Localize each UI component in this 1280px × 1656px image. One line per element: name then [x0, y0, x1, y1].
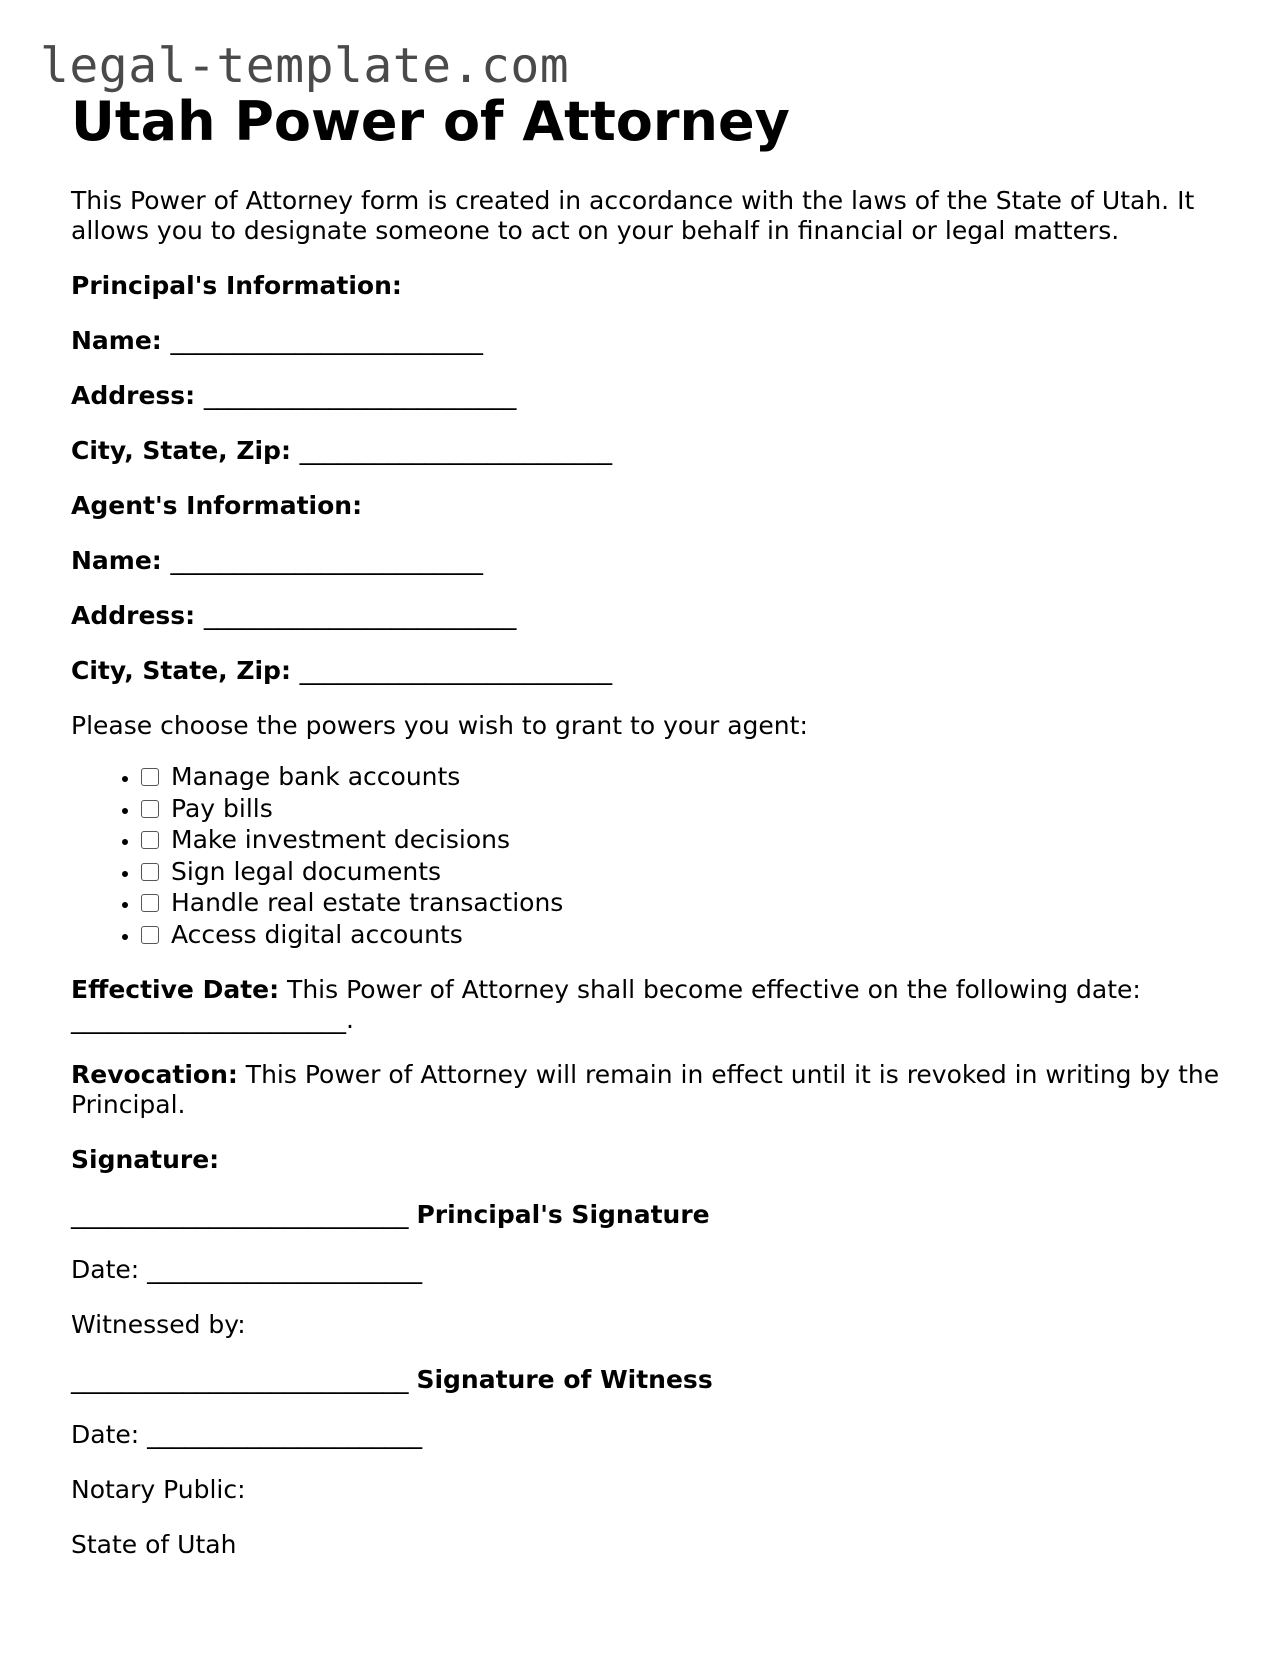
revocation-label: Revocation: [71, 1060, 238, 1089]
principal-city-label: City, State, Zip: [71, 436, 291, 465]
principal-address-field [71, 381, 1221, 411]
document-page [71, 88, 1221, 1560]
list-item [141, 793, 1221, 825]
principal-name-blank[interactable]: _________________________ [170, 326, 484, 355]
agent-city-label: City, State, Zip: [71, 656, 291, 685]
effective-date-blank[interactable]: ______________________. [71, 1005, 354, 1034]
revocation-paragraph [71, 1060, 1221, 1120]
list-item [141, 919, 1221, 951]
principal-name-label: Name: [71, 326, 162, 355]
principal-heading: Principal's Information: [71, 271, 402, 300]
agent-heading: Agent's Information: [71, 491, 363, 520]
agent-name-blank[interactable]: _________________________ [170, 546, 484, 575]
principal-signature-line [71, 1200, 1221, 1230]
agent-address-label: Address: [71, 601, 196, 630]
witness-signature-line [71, 1365, 1221, 1395]
powers-list [71, 761, 1221, 950]
principal-date-line [71, 1255, 1221, 1285]
principal-address-blank[interactable]: _________________________ [203, 381, 517, 410]
signature-heading: Signature: [71, 1145, 220, 1174]
witness-date-label: Date: [71, 1420, 140, 1449]
principal-signature-blank[interactable]: ___________________________ [71, 1200, 409, 1229]
effective-date-label: Effective Date: [71, 975, 280, 1004]
agent-city-field [71, 656, 1221, 686]
power-checkbox[interactable] [141, 894, 159, 912]
notary-state: State of Utah [71, 1530, 237, 1559]
principal-name-field [71, 326, 1221, 356]
power-checkbox[interactable] [141, 768, 159, 786]
list-item [141, 887, 1221, 919]
witness-date-blank[interactable]: ______________________ [147, 1420, 423, 1449]
witness-signature-blank[interactable]: ___________________________ [71, 1365, 409, 1394]
power-label: Pay bills [171, 793, 273, 823]
witness-signature-label: Signature of Witness [416, 1365, 713, 1394]
power-checkbox[interactable] [141, 831, 159, 849]
agent-name-field [71, 546, 1221, 576]
list-item [141, 761, 1221, 793]
agent-city-blank[interactable]: _________________________ [299, 656, 613, 685]
notary-public: Notary Public: [71, 1475, 246, 1504]
power-label: Handle real estate transactions [171, 888, 564, 917]
power-checkbox[interactable] [141, 926, 159, 944]
power-checkbox[interactable] [141, 863, 159, 881]
principal-signature-label: Principal's Signature [416, 1200, 710, 1229]
powers-prompt: Please choose the powers you wish to grant to your agent: [71, 711, 808, 740]
site-watermark: legal-template.com [40, 38, 570, 94]
list-item [141, 824, 1221, 856]
effective-date-paragraph [71, 975, 1221, 1035]
power-label: Make investment decisions [171, 825, 511, 854]
principal-date-label: Date: [71, 1255, 140, 1284]
principal-city-field [71, 436, 1221, 466]
page-title: Utah Power of Attorney [71, 90, 790, 153]
witnessed-by: Witnessed by: [71, 1310, 246, 1339]
agent-address-field [71, 601, 1221, 631]
witness-date-line [71, 1420, 1221, 1450]
principal-address-label: Address: [71, 381, 196, 410]
principal-city-blank[interactable]: _________________________ [299, 436, 613, 465]
power-label: Sign legal documents [171, 856, 442, 886]
intro-paragraph: This Power of Attorney form is created in accordance with the laws of the State of Utah. It allows you to designate someone to act on your behalf in financial or legal matters. [71, 186, 1195, 245]
power-checkbox[interactable] [141, 800, 159, 818]
agent-name-label: Name: [71, 546, 162, 575]
list-item [141, 856, 1221, 888]
power-label: Access digital accounts [171, 919, 463, 949]
effective-date-text: This Power of Attorney shall become effective on the following date: [279, 975, 1141, 1004]
power-label: Manage bank accounts [171, 762, 461, 791]
agent-address-blank[interactable]: _________________________ [203, 601, 517, 630]
revocation-text: This Power of Attorney will remain in effect until it is revoked in writing by the Principal. [71, 1060, 1220, 1119]
principal-date-blank[interactable]: ______________________ [147, 1255, 423, 1284]
